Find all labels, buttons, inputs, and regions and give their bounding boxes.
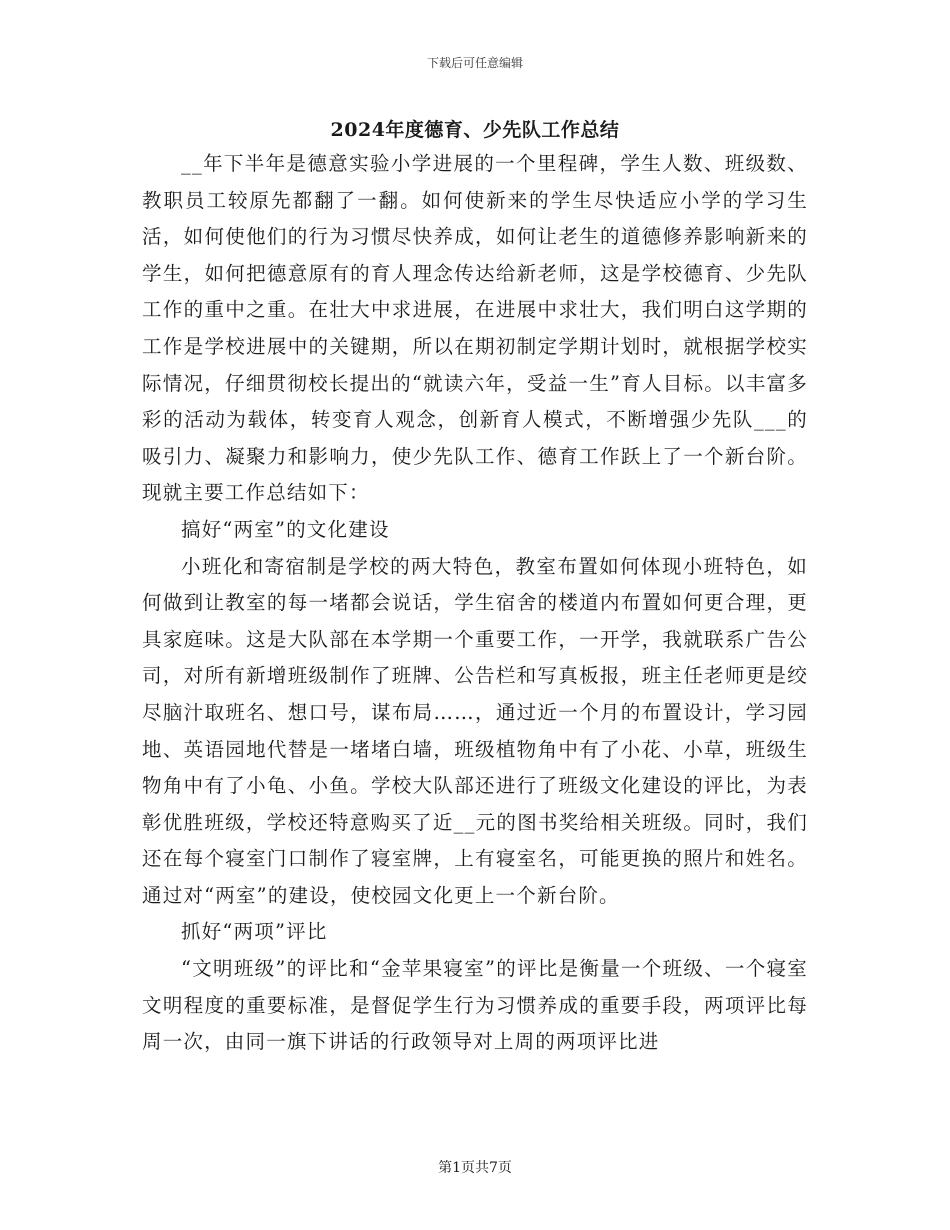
header-note: 下载后可任意编辑 xyxy=(426,56,523,70)
section-heading-two-rooms: 搞好“两室”的文化建设 xyxy=(181,517,390,541)
section-heading-two-evaluations: 抓好“两项”评比 xyxy=(181,920,328,944)
page-number: 第1页共7页 xyxy=(438,1160,512,1176)
document-title: 2024年度德育、少先队工作总结 xyxy=(330,119,620,141)
paragraph-intro: __年下半年是德意实验小学进展的一个里程碑，学生人数、班级数、教职员工较原先都翻了一翻。如何使新来的学生尽快适应小学的学习生活，如何使他们的行为习惯尽快养成，如何让老生的道德修养影响新来的学生，如何把德意原有的育人理念传达给新老师，这是学校德育、少先队工作的重中之重。在壮大中求进展，在进展中求壮大，我们明白这学期的工作是学校进展中的关键期，所以在期初制定学期计划时，就根据学校实际情况，仔细贯彻校长提出的“就读六年，受益一生”育人目标。以丰富多彩的活动为载体，转变育人观念，创新育人模式，不断增强少先队___的吸引力、凝聚力和影响力，使少先队工作、德育工作跃上了一个新台阶。现就主要工作总结如下： xyxy=(142,152,808,505)
document-body xyxy=(142,146,808,1061)
paragraph-two-rooms: 小班化和寄宿制是学校的两大特色，教室布置如何体现小班特色，如何做到让教室的每一堵都会说话，学生宿舍的楼道内布置如何更合理，更具家庭味。这是大队部在本学期一个重要工作，一开学，我就联系广告公司，对所有新增班级制作了班牌、公告栏和写真板报，班主任老师更是绞尽脑汁取班名、想口号，谋布局……，通过近一个月的布置设计，学习园地、英语园地代替是一堵堵白墙，班级植物角中有了小花、小草，班级生物角中有了小龟、小鱼。学校大队部还进行了班级文化建设的评比，为表彰优胜班级，学校还特意购买了近__元的图书奖给相关班级。同时，我们还在每个寝室门口制作了寝室牌，上有寝室名，可能更换的照片和姓名。通过对“两室”的建设，使校园文化更上一个新台阶。 xyxy=(142,554,808,907)
paragraph-two-evaluations: “文明班级”的评比和“金苹果寝室”的评比是衡量一个班级、一个寝室文明程度的重要标准，是督促学生行为习惯养成的重要手段，两项评比每周一次，由同一旗下讲话的行政领导对上周的两项评比进 xyxy=(142,957,808,1054)
